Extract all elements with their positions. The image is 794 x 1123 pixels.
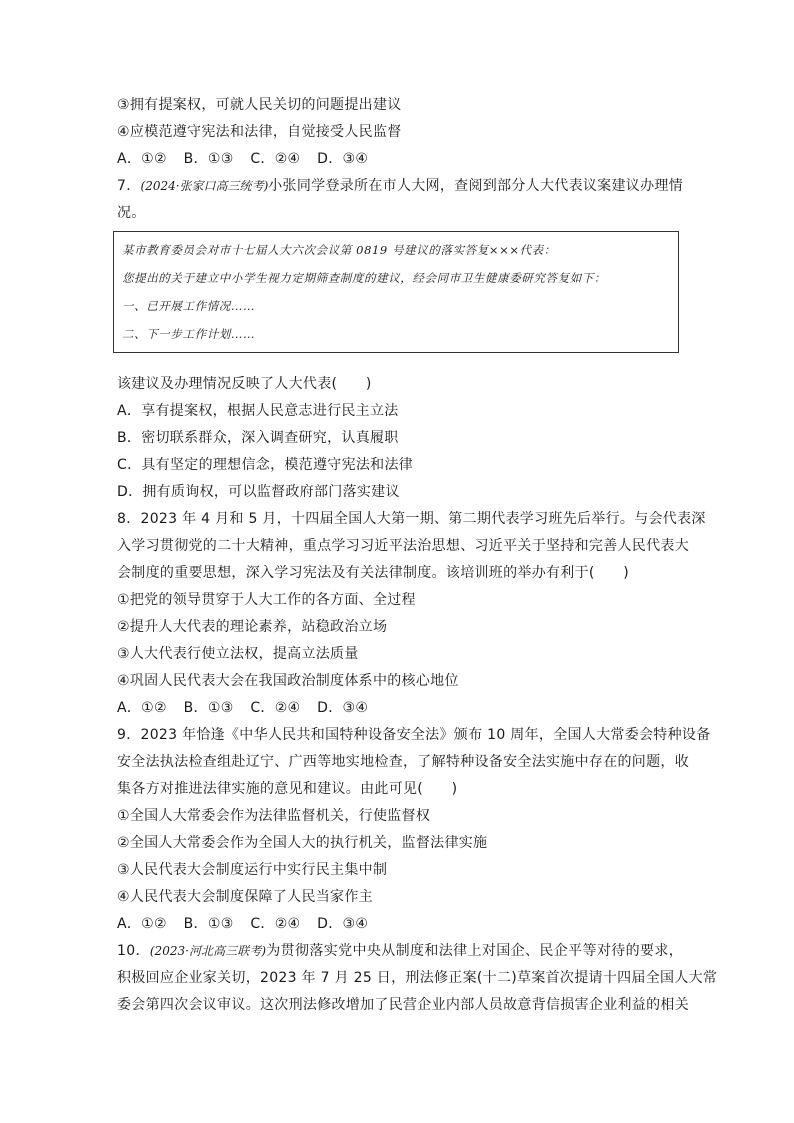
- q8-item-4: ④巩固人民代表大会在我国政治制度体系中的核心地位: [117, 673, 459, 689]
- q6-option-3: ③拥有提案权，可就人民关切的问题提出建议: [117, 97, 402, 113]
- q8-choice-b: B．①③: [183, 700, 234, 716]
- q8-choice-c: C．②④: [250, 700, 301, 716]
- q7-source: (2024·张家口高三统考): [140, 179, 269, 193]
- q9-item-2: ②全国人大常委会作为全国人大的执行机关，监督法律实施: [117, 835, 488, 851]
- q10-stem-line-1: [117, 938, 683, 965]
- q9-choice-c: C．②④: [250, 916, 301, 932]
- q8-item-1: ①把党的领导贯穿于人大工作的各方面、全过程: [117, 592, 416, 608]
- q9-item-4: ④人民代表大会制度保障了人民当家作主: [117, 889, 373, 905]
- q9-choice-a: A．①②: [117, 916, 167, 932]
- q10-number: 10．: [117, 943, 150, 959]
- q10-source: (2023·河北高三联考): [149, 944, 267, 958]
- q7-stem-line-1: [117, 173, 683, 200]
- q7-material-line-1: 某市教育委员会对市十七届人大六次会议第 0819 号建议的落实答复×××代表：: [122, 243, 556, 257]
- q7-stem-text: 小张同学登录所在市人大网，查阅到部分人大代表议案建议办理情: [268, 178, 683, 194]
- q9-choice-b: B．①③: [183, 916, 234, 932]
- q8-choices: [117, 695, 683, 722]
- q7-material-line-3: 一、已开展工作情况……: [122, 299, 256, 313]
- q9-choices: [117, 911, 683, 938]
- q9-stem-line-2: 安全法执法检查组赴辽宁、广西等地实地检查，了解特种设备安全法实施中存在的问题，收: [117, 754, 689, 770]
- q7-stem-line-2: 况。: [117, 205, 146, 221]
- q6-choice-d: D．③④: [317, 151, 369, 167]
- q7-option-c: C．具有坚定的理想信念，模范遵守宪法和法律: [117, 457, 414, 473]
- q6-option-4: ④应模范遵守宪法和法律，自觉接受人民监督: [117, 124, 402, 140]
- q7-material-box: [113, 231, 679, 353]
- q7-option-d: D．拥有质询权，可以监督政府部门落实建议: [117, 484, 400, 500]
- q8-choice-a: A．①②: [117, 700, 167, 716]
- q8-choice-d: D．③④: [317, 700, 369, 716]
- q7-option-b: B．密切联系群众，深入调查研究，认真履职: [117, 430, 399, 446]
- q8-stem-line-3: 会制度的重要思想，深入学习宪法及有关法律制度。该培训班的举办有利于( ): [117, 565, 630, 581]
- q10-stem-line-2: 积极回应企业家关切，2023 年 7 月 25 日，刑法修正案(十二)草案首次提请十四届全国人大常: [117, 970, 718, 986]
- q6-choice-a: A．①②: [117, 151, 167, 167]
- q6-choice-b: B．①③: [183, 151, 234, 167]
- q10-stem-text: 为贯彻落实党中央从制度和法律上对国企、民企平等对待的要求，: [266, 943, 684, 959]
- q7-material-line-2: 您提出的关于建立中小学生视力定期筛查制度的建议，经会同市卫生健康委研究答复如下：: [122, 271, 606, 285]
- q6-choice-c: C．②④: [250, 151, 301, 167]
- q8-stem-line-1: 8．2023 年 4 月和 5 月，十四届全国人大第一期、第二期代表学习班先后举行。与会代表深: [117, 511, 706, 527]
- q8-item-3: ③人大代表行使立法权，提高立法质量: [117, 646, 359, 662]
- q9-stem-line-1: 9．2023 年恰逢《中华人民共和国特种设备安全法》颁布 10 周年，全国人大常委会特种设备: [117, 727, 711, 743]
- q6-choices: [117, 146, 683, 173]
- q9-choice-d: D．③④: [317, 916, 369, 932]
- q9-stem-line-3: 集各方对推进法律实施的意见和建议。由此可见( ): [117, 781, 458, 797]
- q7-material-line-4: 二、下一步工作计划……: [122, 327, 256, 341]
- q9-item-3: ③人民代表大会制度运行中实行民主集中制: [117, 862, 388, 878]
- document-content: [117, 92, 718, 1019]
- q8-stem-line-2: 入学习贯彻党的二十大精神，重点学习习近平法治思想、习近平关于坚持和完善人民代表大: [117, 538, 689, 554]
- q7-question: 该建议及办理情况反映了人大代表( ): [117, 376, 372, 392]
- q9-item-1: ①全国人大常委会作为法律监督机关，行使监督权: [117, 808, 431, 824]
- q8-item-2: ②提升人大代表的理论素养，站稳政治立场: [117, 619, 388, 635]
- q7-number: 7．: [117, 178, 141, 194]
- q10-stem-line-3: 委会第四次会议审议。这次刑法修改增加了民营企业内部人员故意背信损害企业利益的相关: [117, 997, 689, 1013]
- q7-option-a: A．享有提案权，根据人民意志进行民主立法: [117, 403, 399, 419]
